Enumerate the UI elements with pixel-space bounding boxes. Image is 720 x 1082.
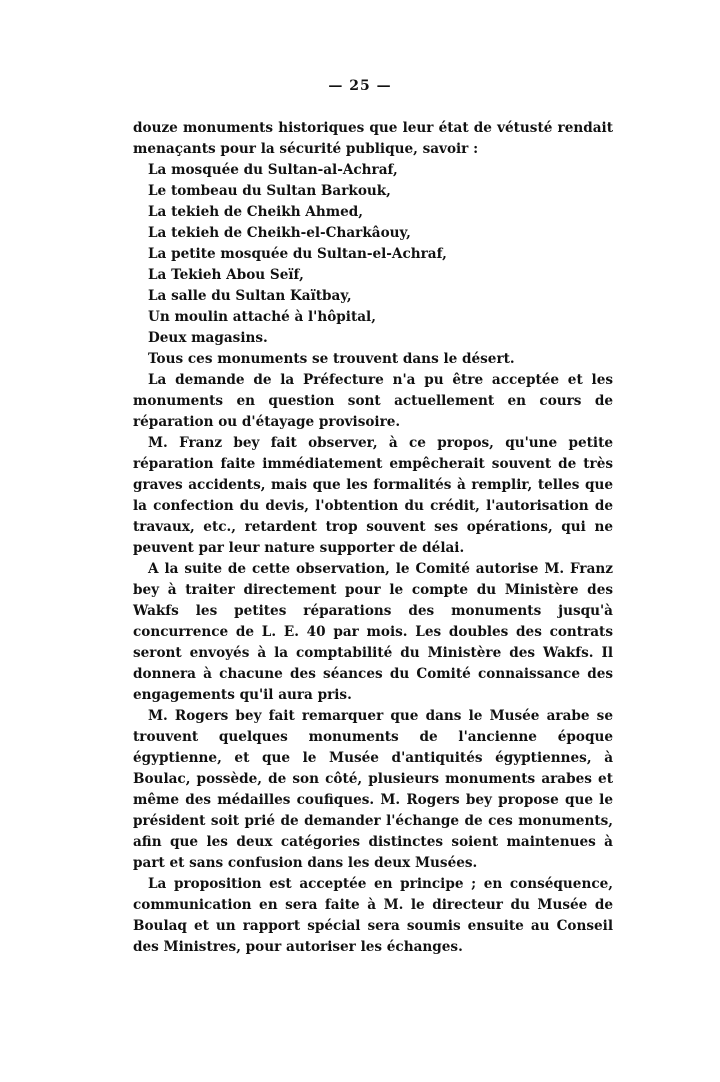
monument-item: La salle du Sultan Kaïtbay, bbox=[148, 288, 352, 304]
paragraph: M. Franz bey fait observer, à ce propos, qu'une petite réparation faite immédiatement empêcherait souvent de très graves accidents, mais que les formalités à remplir, telles que la confection du devis, l'obtention du crédit, l'autorisation de travaux, etc., retardent trop souvent ses opérations, qui ne peuvent par leur nature supporter de délai. bbox=[133, 435, 613, 556]
monument-item: Un moulin attaché à l'hôpital, bbox=[148, 309, 376, 325]
intro-paragraph: douze monuments historiques que leur état de vétusté rendait menaçants pour la sécurité publique, savoir : bbox=[133, 120, 613, 157]
monument-item: La Tekieh Abou Seïf, bbox=[148, 267, 304, 283]
page-number: — 25 — bbox=[328, 78, 392, 94]
paragraph: La proposition est acceptée en principe ; en conséquence, communication en sera faite à M. le directeur du Musée de Boulaq et un rapport spécial sera soumis ensuite au Conseil des Ministres, pour autoriser les échanges. bbox=[133, 876, 613, 955]
body-text bbox=[133, 118, 613, 958]
monument-item: La mosquée du Sultan-al-Achraf, bbox=[148, 162, 398, 178]
paragraph: M. Rogers bey fait remarquer que dans le Musée arabe se trouvent quelques monuments de l'ancienne époque égyptienne, et que le Musée d'antiquités égyptiennes, à Boulac, possède, de son côté, plusieurs monuments arabes et même des médailles coufiques. M. Rogers bey propose que le président soit prié de demander l'échange de ces monuments, afin que les deux catégories distinctes soient maintenues à part et sans confusion dans les deux Musées. bbox=[133, 708, 613, 871]
paragraph: Tous ces monuments se trouvent dans le désert. bbox=[148, 351, 515, 367]
monument-item: Le tombeau du Sultan Barkouk, bbox=[148, 183, 391, 199]
monument-item: La petite mosquée du Sultan-el-Achraf, bbox=[148, 246, 447, 262]
paragraph: La demande de la Préfecture n'a pu être acceptée et les monuments en question sont actuellement en cours de réparation ou d'étayage provisoire. bbox=[133, 372, 613, 430]
paragraph: A la suite de cette observation, le Comité autorise M. Franz bey à traiter directement pour le compte du Ministère des Wakfs les petites réparations des monuments jusqu'à concurrence de L. E. 40 par mois. Les doubles des contrats seront envoyés à la comptabilité du Ministère des Wakfs. Il donnera à chacune des séances du Comité connaissance des engagements qu'il aura pris. bbox=[133, 561, 613, 703]
monument-item: La tekieh de Cheikh-el-Charkâouy, bbox=[148, 225, 411, 241]
monument-item: La tekieh de Cheikh Ahmed, bbox=[148, 204, 364, 220]
monument-item: Deux magasins. bbox=[148, 330, 268, 346]
